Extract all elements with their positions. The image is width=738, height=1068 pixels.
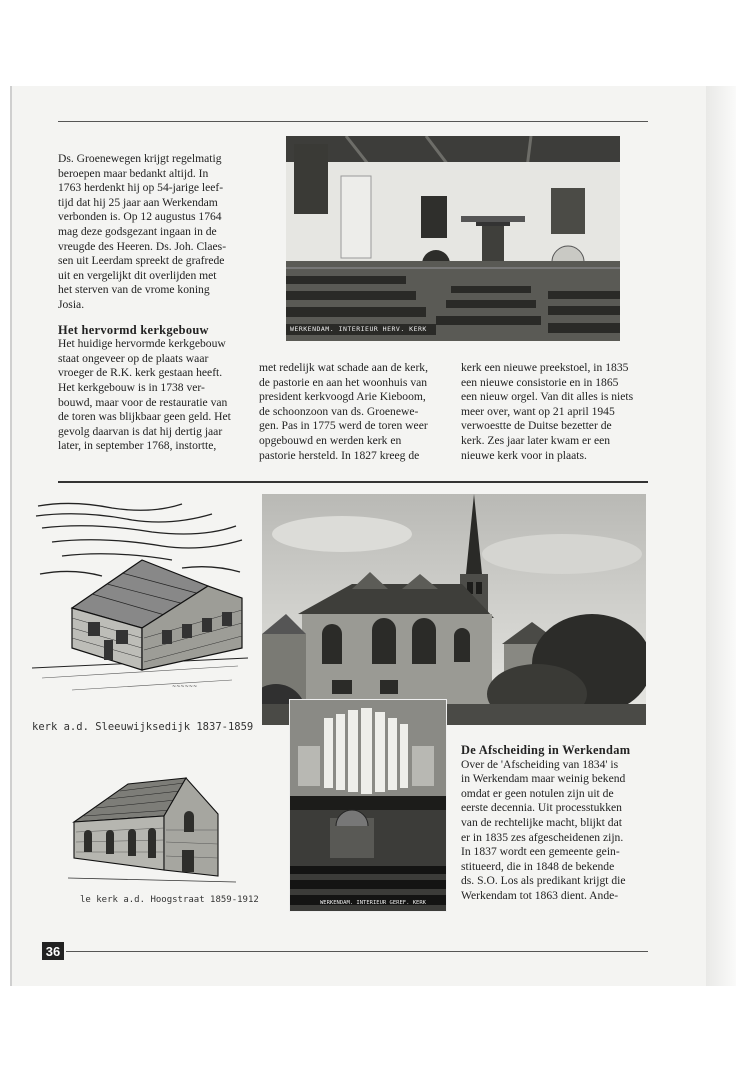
text-line: gen. Pas in 1775 werd de toren weer	[259, 419, 428, 433]
section-heading: Het hervormd kerkgebouw	[58, 322, 209, 337]
organ-photo-caption: WERKENDAM. INTERIEUR GEREF. KERK	[320, 900, 426, 906]
text-line: Het huidige hervormde kerkgebouw	[58, 337, 226, 351]
text-line: uit en vergelijkt dit overlijden met	[58, 268, 217, 282]
page-edge	[706, 86, 736, 986]
text-line: eerste decennia. Uit processtukken	[461, 801, 622, 815]
text-line: het sterven van de vrome koning	[58, 283, 210, 297]
svg-text:~~~~~~: ~~~~~~	[172, 684, 198, 690]
text-line: verwoestte de Duitse bezetter de	[461, 419, 612, 433]
text-line: vreugde des Heeren. Ds. Joh. Claes-	[58, 239, 227, 253]
text-line: mag deze godsgezant ingaan in de	[58, 224, 217, 238]
text-line: staat ongeveer op de plaats waar	[58, 351, 209, 365]
church-exterior-photo	[262, 494, 646, 725]
text-line: van de rechtelijke macht, blijkt dat	[461, 815, 622, 829]
text-line: beroepen maar bedankt altijd. In	[58, 166, 209, 180]
drawing1-caption: kerk a.d. Sleeuwijksedijk 1837-1859	[32, 721, 254, 733]
text-line: later, in september 1768, instortte,	[58, 439, 217, 453]
text-line: president kerkvoogd Arie Kieboom,	[259, 390, 426, 404]
text-line: In 1837 wordt een gemeente gein-	[461, 845, 620, 859]
text-line: Het kerkgebouw is in 1738 ver-	[58, 380, 205, 394]
text-line: Josia.	[58, 297, 85, 311]
column2-text	[259, 361, 452, 463]
text-line: vroeger de R.K. kerk gestaan heeft.	[58, 366, 223, 380]
text-line: in Werkendam maar weinig bekend	[461, 772, 626, 786]
text-line: opgebouwd en werden kerk en	[259, 433, 402, 447]
column1-text	[58, 152, 248, 454]
text-line: Ds. Groenewegen krijgt regelmatig	[58, 152, 222, 165]
page-number: 36	[42, 942, 64, 960]
text-line: meer over, want op 21 april 1945	[461, 404, 615, 418]
text-line: gevolg daarvan is dat hij dertig jaar	[58, 424, 223, 438]
text-line: Werkendam tot 1863 dient. Ande-	[461, 888, 619, 902]
text-line: kerk een nieuwe preekstoel, in 1835	[461, 361, 629, 374]
text-line: omdat er geen notulen zijn uit de	[461, 786, 614, 800]
text-line: stitueerd, die in 1848 de bekende	[461, 859, 615, 873]
text-line: tijd dat hij 25 jaar aan Werkendam	[58, 195, 218, 209]
text-line: nieuwe kerk voor in plaats.	[461, 448, 587, 462]
text-line: de toren was blijkbaar geen geld. Het	[58, 410, 231, 424]
text-line: de pastorie en aan het woonhuis van	[259, 375, 428, 389]
column3-text	[461, 361, 651, 463]
text-line: een nieuw orgel. Van dit alles is niets	[461, 390, 634, 404]
text-line: bouwd, maar voor de restauratie van	[58, 395, 228, 409]
text-line: verbonden is. Op 12 augustus 1764	[58, 210, 222, 224]
text-line: ds. S.O. Los als predikant krijgt die	[461, 874, 626, 888]
church-drawing-hoogstraat	[68, 770, 236, 886]
bottom-rule	[66, 951, 648, 952]
text-line: sen uit Leerdam spreekt de grafrede	[58, 254, 225, 268]
photo-caption: WERKENDAM. INTERIEUR HERV. KERK	[290, 325, 427, 333]
church-interior-photo	[286, 136, 620, 341]
text-line: de schoonzoon van ds. Groenewe-	[259, 404, 419, 418]
section-heading: De Afscheiding in Werkendam	[461, 743, 631, 757]
text-line: met redelijk wat schade aan de kerk,	[259, 361, 428, 374]
church-organ-photo	[289, 699, 447, 912]
text-line: Over de 'Afscheiding van 1834' is	[461, 757, 619, 771]
drawing2-caption: le kerk a.d. Hoogstraat 1859-1912	[80, 895, 259, 905]
text-line: pastorie hersteld. In 1827 kreeg de	[259, 448, 420, 462]
text-line: er in 1835 zes afgescheidenen zijn.	[461, 830, 624, 844]
afscheiding-text	[461, 743, 651, 904]
church-drawing-sleeuwijksedijk	[32, 498, 248, 703]
top-rule	[58, 121, 648, 122]
section-rule	[58, 481, 648, 483]
text-line: een nieuwe consistorie en in 1865	[461, 375, 619, 389]
text-line: 1763 herdenkt hij op 54-jarige leef-	[58, 181, 224, 195]
text-line: kerk. Zes jaar later kwam er een	[461, 433, 611, 447]
